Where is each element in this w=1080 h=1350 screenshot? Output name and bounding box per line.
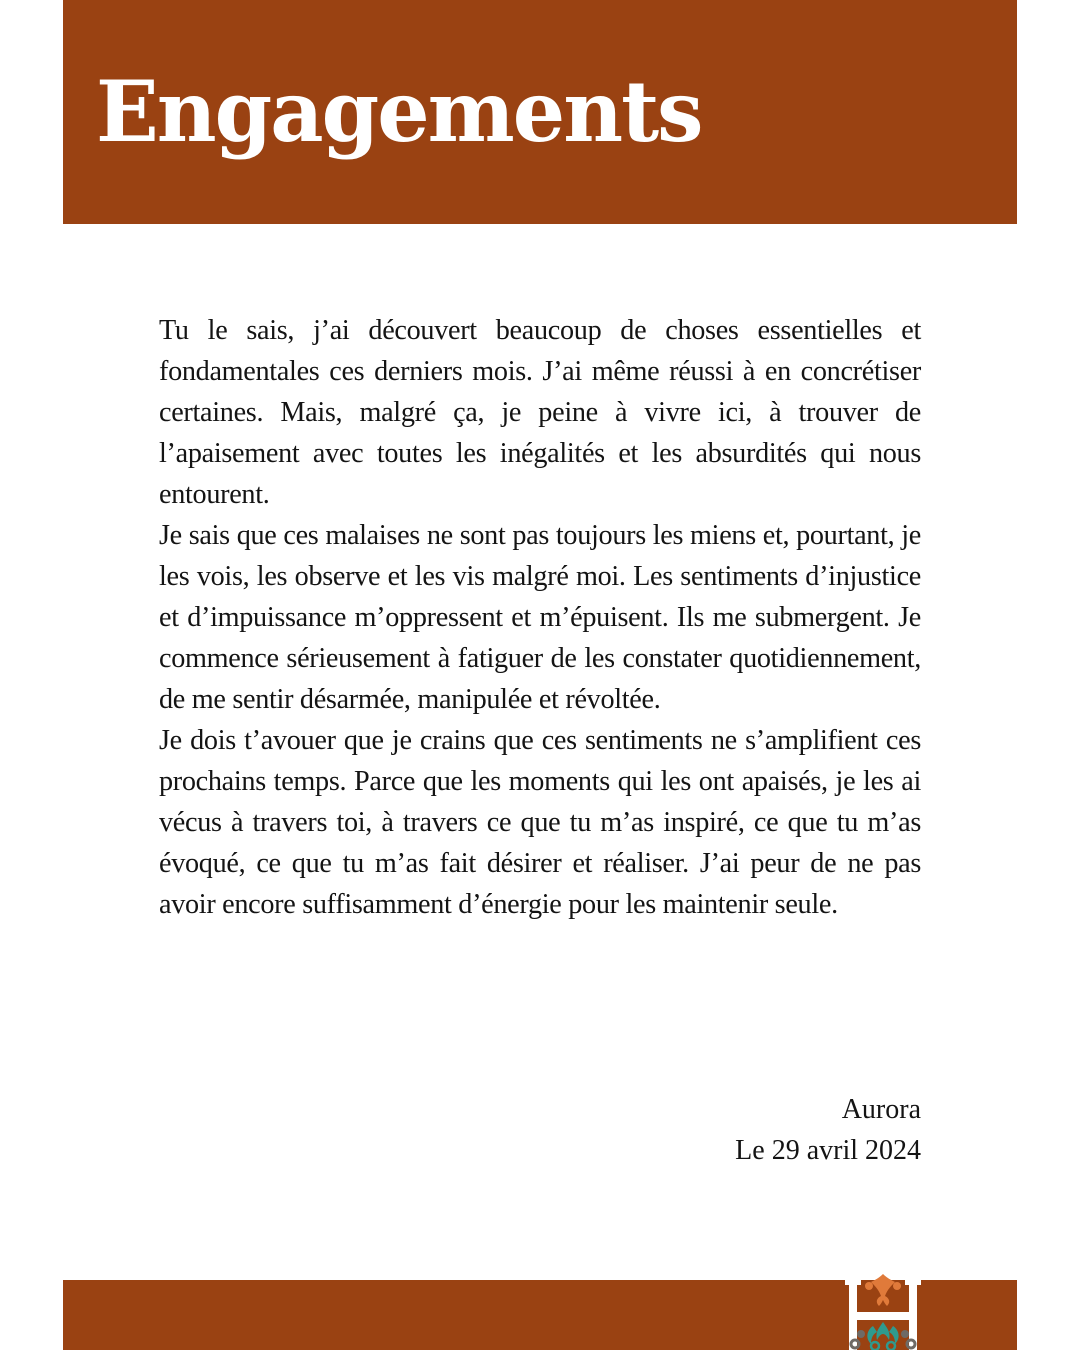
signature-block bbox=[735, 1089, 921, 1171]
letter-paragraph: Tu le sais, j’ai découvert beaucoup de choses essentielles et fondamentales ces derniers mois. J’ai même réussi à en concrétiser certaines. Mais, malgré ça, je peine à vivre ici, à trouver de l’apaisement avec toutes les inégalités et les absurdités qui nous entourent. bbox=[159, 315, 921, 510]
letter-paragraph: Je sais que ces malaises ne sont pas toujours les miens et, pourtant, je les vois, les observe et les vis malgré moi. Les sentiments d’injustice et d’impuissance m’oppressent et m’épuisent. Ils me submergent. Je commence sérieusement à fatiguer de les constater quotidiennement, de me sentir désarmée, manipulée et révoltée. bbox=[159, 520, 921, 715]
signature-name: Aurora bbox=[841, 1094, 921, 1125]
page-title: Engagements bbox=[96, 62, 702, 161]
ornamental-crest-icon bbox=[845, 1272, 921, 1350]
letter-body bbox=[159, 310, 921, 925]
signature-date: Le 29 avril 2024 bbox=[735, 1135, 921, 1166]
letter-paragraph: Je dois t’avouer que je crains que ces sentiments ne s’amplifient ces prochains temps. Parce que les moments qui les ont apaisés, je les ai vécus à travers toi, à travers ce que tu m’as inspiré, ce que tu m’as évoqué, ce que tu m’as fait désirer et réaliser. J’ai peur de ne pas avoir encore suffisamment d’énergie pour les maintenir seule. bbox=[159, 725, 921, 920]
